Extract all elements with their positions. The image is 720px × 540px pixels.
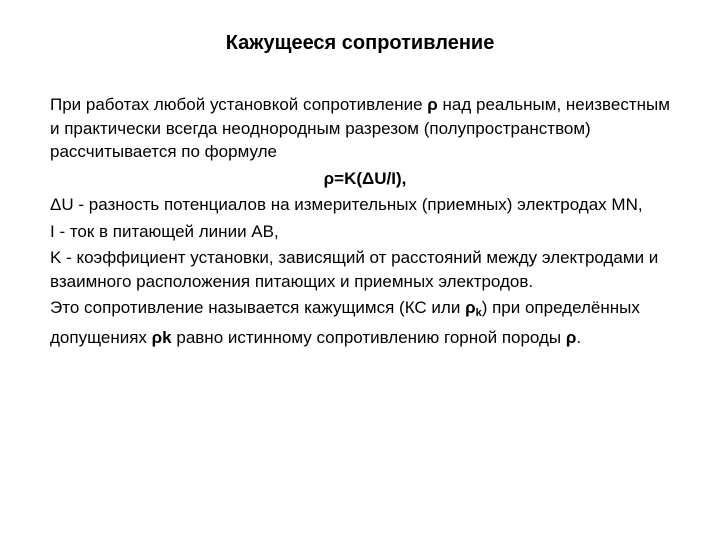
conclusion-text-2: ) при определённых допущениях bbox=[50, 298, 640, 347]
rho-k-inline: ρk bbox=[151, 327, 172, 347]
conclusion-text-1: Это сопротивление называется кажущимся (КС или bbox=[50, 298, 466, 317]
rho-symbol: ρ bbox=[427, 95, 438, 114]
definition-current: I - ток в питающей линии AB, bbox=[50, 221, 279, 241]
intro-text-start: При работах любой установкой сопротивление bbox=[50, 95, 428, 114]
intro-text-end: над реальным, неизвестным и практически всегда неоднородным разрезом (полупространством) рассчитывается по формуле bbox=[50, 95, 670, 161]
intro-paragraph bbox=[50, 93, 680, 164]
formula: ρ=K(ΔU/I), bbox=[323, 168, 407, 188]
slide-body bbox=[50, 93, 680, 352]
conclusion-text-4: . bbox=[576, 327, 582, 347]
definition-coefficient: K - коэффициент установки, зависящий от расстояний между электродами и взаимного расположения питающих и приемных электродов. bbox=[50, 248, 659, 291]
rho-k-subscript: k bbox=[475, 307, 482, 319]
conclusion-paragraph bbox=[50, 296, 680, 349]
conclusion-text-3: равно истинному сопротивлению горной породы bbox=[171, 327, 566, 347]
slide-title: Кажущееся сопротивление bbox=[225, 32, 495, 54]
rho-k-symbol: ρ bbox=[465, 298, 476, 317]
definition-delta-u: ΔU - разность потенциалов на измерительных (приемных) электродах MN, bbox=[50, 195, 643, 214]
rho-end-symbol: ρ bbox=[565, 327, 577, 347]
